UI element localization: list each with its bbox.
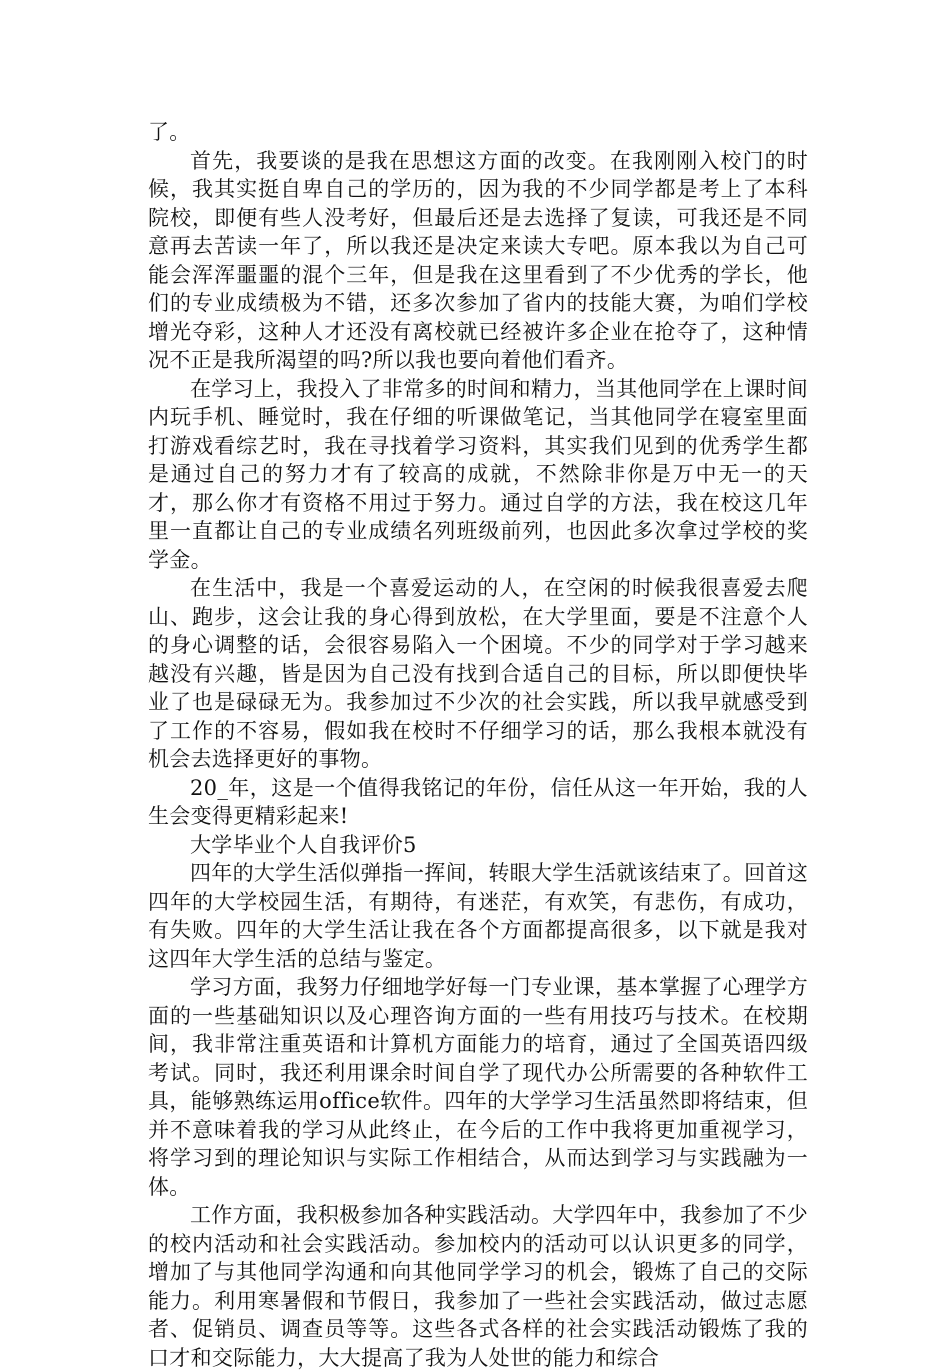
paragraph-continuation: 了。 <box>148 120 191 144</box>
paragraph-thought-change: 首先，我要谈的是我在思想这方面的改变。在我刚刚入校门的时候，我其实挺自卑自己的学历的，因为我的不少同学都是考上了本科院校，即便有些人没考好，但最后还是去选择了复读，可我还是不同意再去苦读一年了，所以我还是决定来读大专吧。原本我以为自己可能会浑浑噩噩的混个三年，但是我在这里看到了不少优秀的学长，他们的专业成绩极为不错，还多次参加了省内的技能大赛，为咱们学校增光夺彩，这种人才还没有离校就已经被许多企业在抢夺了，这种情况不正是我所渴望的吗?所以我也要向着他们看齐。 <box>148 148 808 372</box>
paragraph-life: 在生活中，我是一个喜爱运动的人，在空闲的时候我很喜爱去爬山、跑步，这会让我的身心得到放松，在大学里面，要是不注意个人的身心调整的话，会很容易陷入一个困境。不少的同学对于学习越来越没有兴趣，皆是因为自己没有找到合适自己的目标，所以即便快毕业了也是碌碌无为。我参加过不少次的社会实践，所以我早就感受到了工作的不容易，假如我在校时不仔细学习的话，那么我根本就没有机会去选择更好的事物。 <box>148 576 808 771</box>
paragraph-learning: 学习方面，我努力仔细地学好每一门专业课，基本掌握了心理学方面的一些基础知识以及心理咨询方面的一些有用技巧与技术。在校期间，我非常注重英语和计算机方面能力的培育，通过了全国英语四级考试。同时，我还利用课余时间自学了现代办公所需要的各种软件工具，能够熟练运用office软件。四年的大学学习生活虽然即将结束，但并不意味着我的学习从此终止，在今后的工作中我将更加重视学习，将学习到的理论知识与实际工作相结合，从而达到学习与实践融为一体。 <box>148 975 808 1199</box>
paragraph-four-years: 四年的大学生活似弹指一挥间，转眼大学生活就该结束了。回首这四年的大学校园生活，有期待，有迷茫，有欢笑，有悲伤，有成功，有失败。四年的大学生活让我在各个方面都提高很多，以下就是我对这四年大学生活的总结与鉴定。 <box>148 861 808 971</box>
paragraph-study: 在学习上，我投入了非常多的时间和精力，当其他同学在上课时间内玩手机、睡觉时，我在仔细的听课做笔记，当其他同学在寝室里面打游戏看综艺时，我在寻找着学习资料，其实我们见到的优秀学生都是通过自己的努力才有了较高的成就，不然除非你是万中无一的天才，那么你才有资格不用过于努力。通过自学的方法，我在校这几年里一直都让自己的专业成绩名列班级前列，也因此多次拿过学校的奖学金。 <box>148 376 808 572</box>
paragraph-work: 工作方面，我积极参加各种实践活动。大学四年中，我参加了不少的校内活动和社会实践活动。参加校内的活动可以认识更多的同学，增加了与其他同学沟通和向其他同学学习的机会，锻炼了自己的交际能力。利用寒暑假和节假日，我参加了一些社会实践活动，做过志愿者、促销员、调查员等等。这些各式各样的社会实践活动锻炼了我的口才和交际能力，大大提高了我为人处世的能力和综合 <box>148 1203 808 1370</box>
paragraph-year: 20_年，这是一个值得我铭记的年份，信任从这一年开始，我的人生会变得更精彩起来! <box>148 775 808 828</box>
document-body <box>148 118 808 1372</box>
section-heading: 大学毕业个人自我评价5 <box>190 832 417 857</box>
